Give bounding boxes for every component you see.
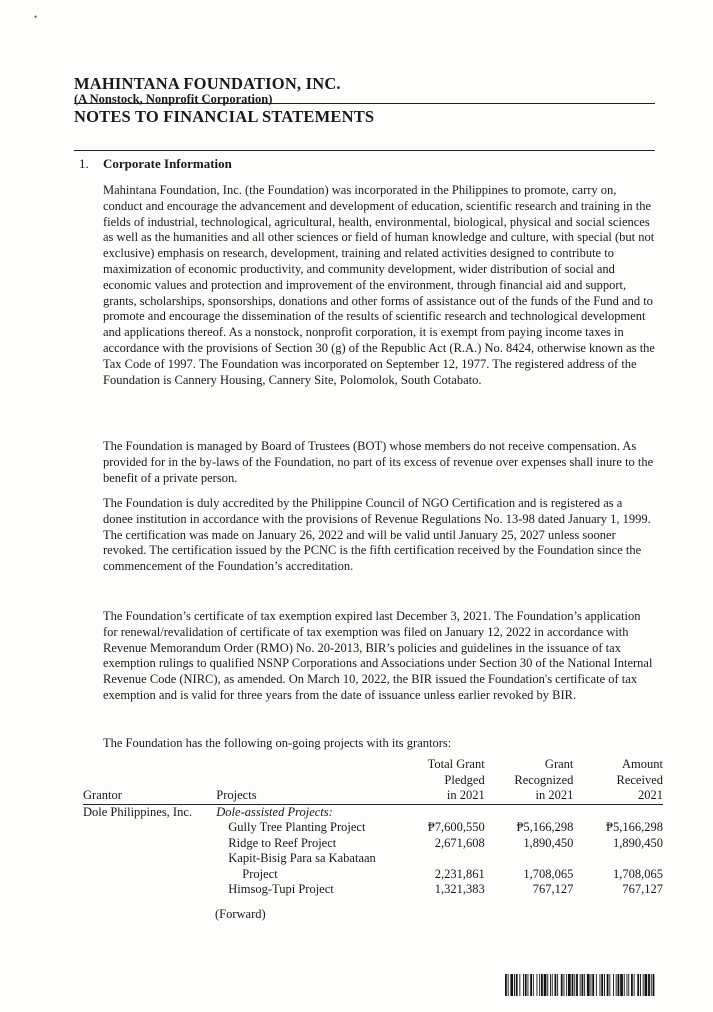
barcode-bar	[550, 974, 551, 996]
barcode-bar	[547, 974, 548, 996]
grant-recognized-cell: 1,890,450	[523, 835, 574, 850]
barcode-bar	[601, 974, 603, 996]
barcode-bar	[582, 974, 584, 996]
amount-received-cell: ₱5,166,298	[606, 820, 663, 834]
table-header-row	[83, 757, 663, 804]
barcode-bar	[510, 974, 513, 996]
total-grant-cell: 2,231,861	[434, 866, 485, 881]
barcode-bar	[564, 974, 565, 996]
total-grant-cell	[396, 851, 485, 867]
barcode-bar	[613, 974, 614, 996]
barcode-bar	[557, 974, 558, 996]
barcode-bar	[634, 974, 635, 996]
paragraph-board: The Foundation is managed by Board of Trustees (BOT) whose members do not receive compensation. As provided for in the by-laws of the Foundation, no part of its excess of revenue over expenses shall inure to the benefit of a private person.	[103, 439, 654, 485]
barcode-bar	[587, 974, 590, 996]
section-title: Corporate Information	[103, 156, 232, 171]
grant-recognized-cell: 767,127	[532, 882, 574, 896]
table-row	[83, 836, 663, 852]
header-projects: Projects	[204, 757, 396, 804]
barcode-bar	[523, 974, 524, 996]
barcode-bar	[591, 974, 592, 996]
amount-received-cell: 1,890,450	[613, 835, 663, 850]
grant-recognized-cell	[485, 851, 574, 867]
title-rule	[74, 150, 655, 151]
barcode-bar	[584, 974, 585, 996]
header-grant-recognized-line: Recognized	[514, 772, 574, 787]
project-name: Gully Tree Planting Project	[228, 820, 366, 834]
barcode-bar	[576, 974, 578, 996]
barcode-bar	[620, 974, 623, 996]
amount-received-cell: 1,708,065	[613, 866, 663, 881]
header-amount-received-line: 2021	[638, 788, 663, 802]
table-row	[83, 882, 663, 898]
barcode-bar	[645, 974, 648, 996]
paragraph-incorporation: Mahintana Foundation, Inc. (the Foundation) was incorporated in the Philippines to promote, carry on, conduct and encourage the advancement and development of education, scientific research and training in the fields of industrial, technological, agricultural, health, environmental, biological, physical and social sciences as well as the humanities and all other sciences or field of human knowledge and culture, with special (but not exclusive) emphasis on research, development, training and related activities designed to contribute to maximization of economic productivity, and community development, wider distribution of social and economic values and protection and improvement of the environment, through financial aid and support, grants, scholarships, sponsorships, donations and other forms of assistance out of the funds of the Fund and to promote and encourage the dissemination of the results of scientific research and technological development and applications thereof. As a nonstock, nonprofit corporation, it is exempt from paying income taxes in accordance with the provisions of Section 30 (g) of the Republic Act (R.A.) No. 8424, otherwise known as the Tax Code of 1997. The Foundation was incorporated on September 12, 1977. The registered address of the Foundation is Cannery Housing, Cannery Site, Polomolok, South Cotabato.	[103, 183, 655, 387]
header-amount-received	[573, 757, 663, 804]
header-amount-received-line: Amount	[622, 757, 663, 771]
barcode-bar	[574, 974, 575, 996]
barcode-bar	[648, 974, 650, 996]
barcode-bar	[604, 974, 605, 996]
barcode-bar	[530, 974, 532, 996]
barcode-bar	[568, 974, 571, 996]
header-amount-received-line: Received	[616, 772, 663, 787]
project-name: Ridge to Reef Project	[228, 835, 337, 850]
header-rule	[74, 103, 655, 104]
barcode-bar	[653, 974, 655, 996]
barcode-bar	[566, 974, 567, 996]
amount-received-cell: 767,127	[622, 882, 663, 896]
project-group-label: Dole-assisted Projects:	[216, 804, 333, 819]
grant-recognized-cell: 1,708,065	[523, 866, 574, 881]
table-row	[83, 851, 663, 867]
barcode-bar	[592, 974, 594, 996]
table-row	[83, 804, 663, 820]
barcode-bar	[631, 974, 633, 996]
total-grant-cell: 2,671,608	[434, 835, 485, 850]
barcode-bar	[514, 974, 515, 996]
grant-recognized-cell: ₱5,166,298	[516, 820, 574, 834]
barcode-bar	[628, 974, 629, 996]
total-grant-cell: 1,321,383	[434, 882, 485, 896]
barcode-bar	[561, 974, 563, 996]
amount-received-cell	[573, 851, 663, 867]
barcode-bar	[508, 974, 509, 996]
barcode-bar	[505, 974, 507, 996]
barcode-bar	[624, 974, 625, 996]
barcode-bar	[600, 974, 601, 996]
barcode-bar	[640, 974, 641, 996]
barcode-bar	[618, 974, 620, 996]
barcode-bar	[525, 974, 527, 996]
header-grant-recognized	[485, 757, 574, 804]
barcode-bar	[533, 974, 534, 996]
barcode-bar	[596, 974, 597, 996]
paragraph-projects-intro: The Foundation has the following on-going projects with its grantors:	[103, 736, 452, 750]
project-name: Himsog-Tupi Project	[228, 882, 334, 896]
barcode-bar	[572, 974, 574, 996]
header-total-grant-line: in 2021	[446, 788, 485, 802]
header-grantor: Grantor	[83, 757, 204, 804]
header-total-grant-line: Pledged	[444, 772, 485, 787]
project-name: Project	[242, 866, 278, 881]
barcode-bar	[519, 974, 520, 996]
barcode-bar	[637, 974, 639, 996]
paragraph-accreditation: The Foundation is duly accredited by the Philippine Council of NGO Certification and is registered as a donee institution in accordance with the provisions of Revenue Regulations No. 13-98 dated January 1, 1999. The certification was made on January 26, 2022 and will be valid until January 25, 2027 unless sooner revoked. The certification issued by the PCNC is the fifth certification received by the Foundation since the commencement of the Foundation’s accreditation.	[103, 496, 651, 574]
header-grant-recognized-line: in 2021	[535, 788, 574, 802]
barcode-bar	[539, 974, 540, 996]
barcode	[505, 974, 655, 996]
barcode-bar	[616, 974, 617, 996]
barcode-bar	[580, 974, 581, 996]
project-name: Kapit-Bisig Para sa Kabataan	[228, 851, 376, 865]
barcode-bar	[516, 974, 518, 996]
paragraph-tax-exemption: The Foundation’s certificate of tax exemption expired last December 3, 2021. The Foundation’s application for renewal/revalidation of certificate of tax exemption was filed on January 12, 2022 in accordance with Revenue Memorandum Order (RMO) No. 20-2013, BIR’s policies and guidelines in the issuance of tax exemption rulings to qualified NSNP Corporations and Associations under Section 30 of the National Internal Revenue Code (NIRC), as amended. On March 10, 2022, the BIR issued the Foundation's certificate of tax exemption and is valid for three years from the date of issuance unless earlier revoked by BIR.	[103, 609, 653, 702]
table-row	[83, 867, 663, 883]
barcode-bar	[555, 974, 557, 996]
table-row	[83, 820, 663, 836]
barcode-bar	[643, 974, 644, 996]
barcode-bar	[609, 974, 610, 996]
header-total-grant	[396, 757, 485, 804]
forward-note: (Forward)	[215, 907, 266, 921]
grants-table	[83, 757, 663, 898]
document-title: NOTES TO FINANCIAL STATEMENTS	[74, 107, 375, 126]
total-grant-cell: ₱7,600,550	[427, 820, 485, 834]
barcode-bar	[651, 974, 652, 996]
barcode-bar	[607, 974, 609, 996]
section-number: 1.	[79, 156, 89, 171]
barcode-bar	[541, 974, 543, 996]
grantor-name: Dole Philippines, Inc.	[83, 804, 193, 819]
barcode-bar	[537, 974, 538, 996]
barcode-bar	[552, 974, 553, 996]
header-grant-recognized-line: Grant	[544, 757, 574, 771]
organization-name: MAHINTANA FOUNDATION, INC.	[74, 74, 341, 93]
barcode-bar	[528, 974, 529, 996]
barcode-bar	[627, 974, 628, 996]
barcode-bar	[544, 974, 547, 996]
scan-speck: •	[34, 12, 38, 22]
organization-subtitle: (A Nonstock, Nonprofit Corporation)	[74, 92, 273, 106]
header-total-grant-line: Total Grant	[427, 757, 485, 771]
